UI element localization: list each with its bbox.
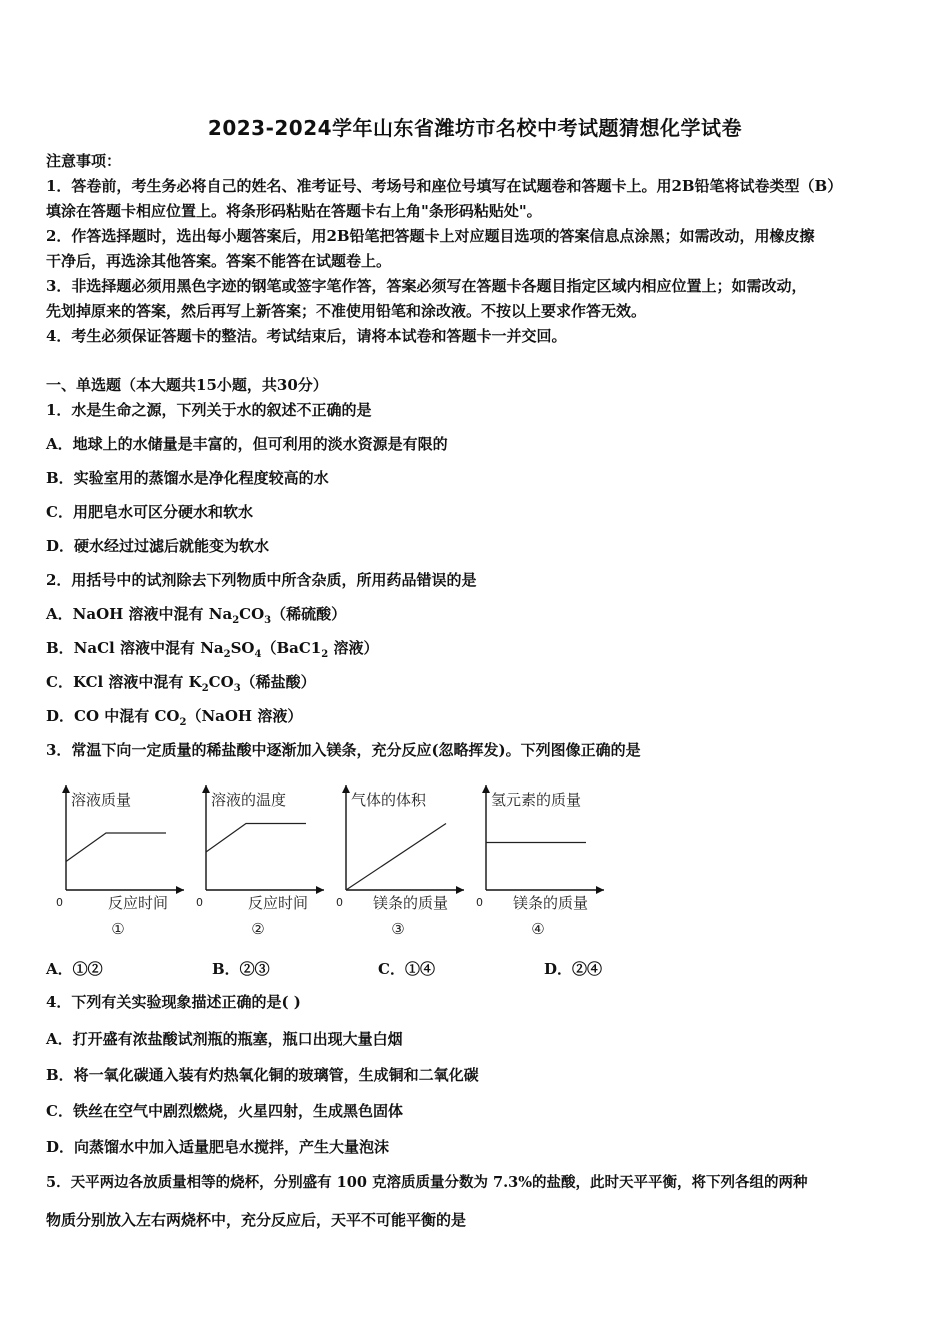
question-2-option-a — [46, 604, 346, 631]
origin-label: 0 — [336, 896, 343, 909]
question-3-option-c: C．①④ — [378, 960, 435, 978]
subscript: 3 — [264, 615, 272, 626]
reagent-text: 溶液） — [328, 639, 379, 657]
series-line — [66, 833, 166, 862]
subscript: 2 — [223, 649, 231, 660]
notice-line: 干净后，再选涂其他答案。答案不能答在试题卷上。 — [46, 252, 392, 270]
y-axis-label: 溶液的温度 — [211, 791, 287, 809]
formula-text: A．NaOH 溶液中混有 Na — [46, 605, 233, 623]
y-axis-arrow — [482, 785, 490, 793]
notice-line: 3．非选择题必须用黑色字迹的钢笔或签字笔作答，答案必须写在答题卡各题目指定区域内相应位置上；如需改动， — [46, 277, 807, 295]
notice-line: 先划掉原来的答案，然后再写上新答案；不准使用铅笔和涂改液。不按以上要求作答无效。 — [46, 302, 647, 320]
subscript: 2 — [201, 683, 209, 694]
question-5-stem-line-1: 5．天平两边各放质量相等的烧杯，分别盛有 100 克溶质质量分数为 7.3%的盐酸，此时天平平衡，将下列各组的两种 — [46, 1174, 808, 1191]
section-heading: 一、单选题（本大题共15小题，共30分） — [46, 376, 328, 394]
series-line — [206, 824, 306, 853]
y-axis-arrow — [342, 785, 350, 793]
x-axis-label: 反应时间 — [247, 894, 308, 912]
question-1-option-a: A．地球上的水储量是丰富的，但可利用的淡水资源是有限的 — [46, 435, 448, 453]
formula-text: SO — [230, 639, 255, 657]
question-3-option-a: A．①② — [46, 960, 103, 978]
reagent-text: （稀硫酸） — [271, 605, 347, 623]
y-axis-label: 溶液质量 — [71, 791, 132, 809]
y-axis-arrow — [202, 785, 210, 793]
reagent-text: （NaOH 溶液） — [186, 707, 303, 725]
graph-number: ③ — [391, 920, 405, 938]
y-axis-label: 氢元素的质量 — [491, 791, 582, 809]
notice-heading: 注意事项： — [46, 152, 122, 170]
notice-line: 4．考生必须保证答题卡的整洁。考试结束后，请将本试卷和答题卡一并交回。 — [46, 327, 567, 345]
question-4-option-c: C．铁丝在空气中剧烈燃烧，火星四射，生成黑色固体 — [46, 1102, 403, 1120]
question-3-stem: 3．常温下向一定质量的稀盐酸中逐渐加入镁条，充分反应(忽略挥发)。下列图像正确的是 — [46, 741, 641, 759]
origin-label: 0 — [476, 896, 483, 909]
subscript: 3 — [233, 683, 241, 694]
x-axis-label: 镁条的质量 — [512, 894, 588, 912]
question-4-option-a: A．打开盛有浓盐酸试剂瓶的瓶塞，瓶口出现大量白烟 — [46, 1030, 403, 1048]
formula-text: D．CO 中混有 CO — [46, 707, 180, 725]
question-5-stem-line-2: 物质分别放入左右两烧杯中，充分反应后，天平不可能平衡的是 — [46, 1211, 467, 1229]
origin-label: 0 — [56, 896, 63, 909]
subscript: 4 — [254, 649, 262, 660]
question-4-stem: 4．下列有关实验现象描述正确的是( ) — [46, 993, 301, 1011]
page-title: 2023-2024学年山东省潍坊市名校中考试题猜想化学试卷 — [207, 116, 743, 140]
subscript: 2 — [321, 649, 329, 660]
x-axis-arrow — [316, 886, 324, 894]
y-axis-arrow — [62, 785, 70, 793]
series-line — [346, 824, 446, 891]
notice-line: 2．作答选择题时，选出每小题答案后，用2B铅笔把答题卡上对应题目选项的答案信息点涂黑；如需改动，用橡皮擦 — [46, 227, 815, 245]
question-2-option-d — [46, 706, 302, 733]
question-2-stem: 2．用括号中的试剂除去下列物质中所含杂质，所用药品错误的是 — [46, 571, 477, 589]
graph-number: ① — [111, 920, 125, 938]
question-4-option-d: D．向蒸馏水中加入适量肥皂水搅拌，产生大量泡沫 — [46, 1138, 390, 1156]
graph-number: ② — [251, 920, 265, 938]
reagent-text: （BaC1 — [261, 639, 322, 657]
x-axis-arrow — [456, 886, 464, 894]
x-axis-label: 镁条的质量 — [372, 894, 448, 912]
question-2-option-b — [46, 638, 378, 665]
x-axis-arrow — [596, 886, 604, 894]
subscript: 2 — [232, 615, 240, 626]
formula-text: CO — [208, 673, 234, 691]
question-3-option-d: D．②④ — [544, 960, 603, 978]
y-axis-label: 气体的体积 — [351, 791, 427, 809]
formula-text: C．KCl 溶液中混有 K — [46, 673, 202, 691]
question-2-option-c — [46, 672, 316, 699]
reagent-text: （稀盐酸） — [240, 673, 316, 691]
x-axis-arrow — [176, 886, 184, 894]
question-1-stem: 1．水是生命之源，下列关于水的叙述不正确的是 — [46, 401, 372, 419]
question-4-option-b: B．将一氧化碳通入装有灼热氧化铜的玻璃管，生成铜和二氧化碳 — [46, 1066, 479, 1084]
question-1-option-b: B．实验室用的蒸馏水是净化程度较高的水 — [46, 469, 329, 487]
formula-text: B．NaCl 溶液中混有 Na — [46, 639, 224, 657]
formula-text: CO — [239, 605, 265, 623]
question-1-option-d: D．硬水经过过滤后就能变为软水 — [46, 537, 270, 555]
question-3-option-b: B．②③ — [212, 960, 270, 978]
notice-line: 填涂在答题卡相应位置上。将条形码粘贴在答题卡右上角"条形码粘贴处"。 — [46, 202, 542, 220]
notice-line: 1．答卷前，考生务必将自己的姓名、准考证号、考场号和座位号填写在试题卷和答题卡上。用2B铅笔将试卷类型（B） — [46, 177, 843, 195]
x-axis-label: 反应时间 — [107, 894, 168, 912]
question-3-graphs — [46, 770, 666, 945]
subscript: 2 — [179, 717, 187, 728]
question-1-option-c: C．用肥皂水可区分硬水和软水 — [46, 503, 253, 521]
graphs-svg — [46, 770, 666, 945]
graph-number: ④ — [531, 920, 545, 938]
origin-label: 0 — [196, 896, 203, 909]
